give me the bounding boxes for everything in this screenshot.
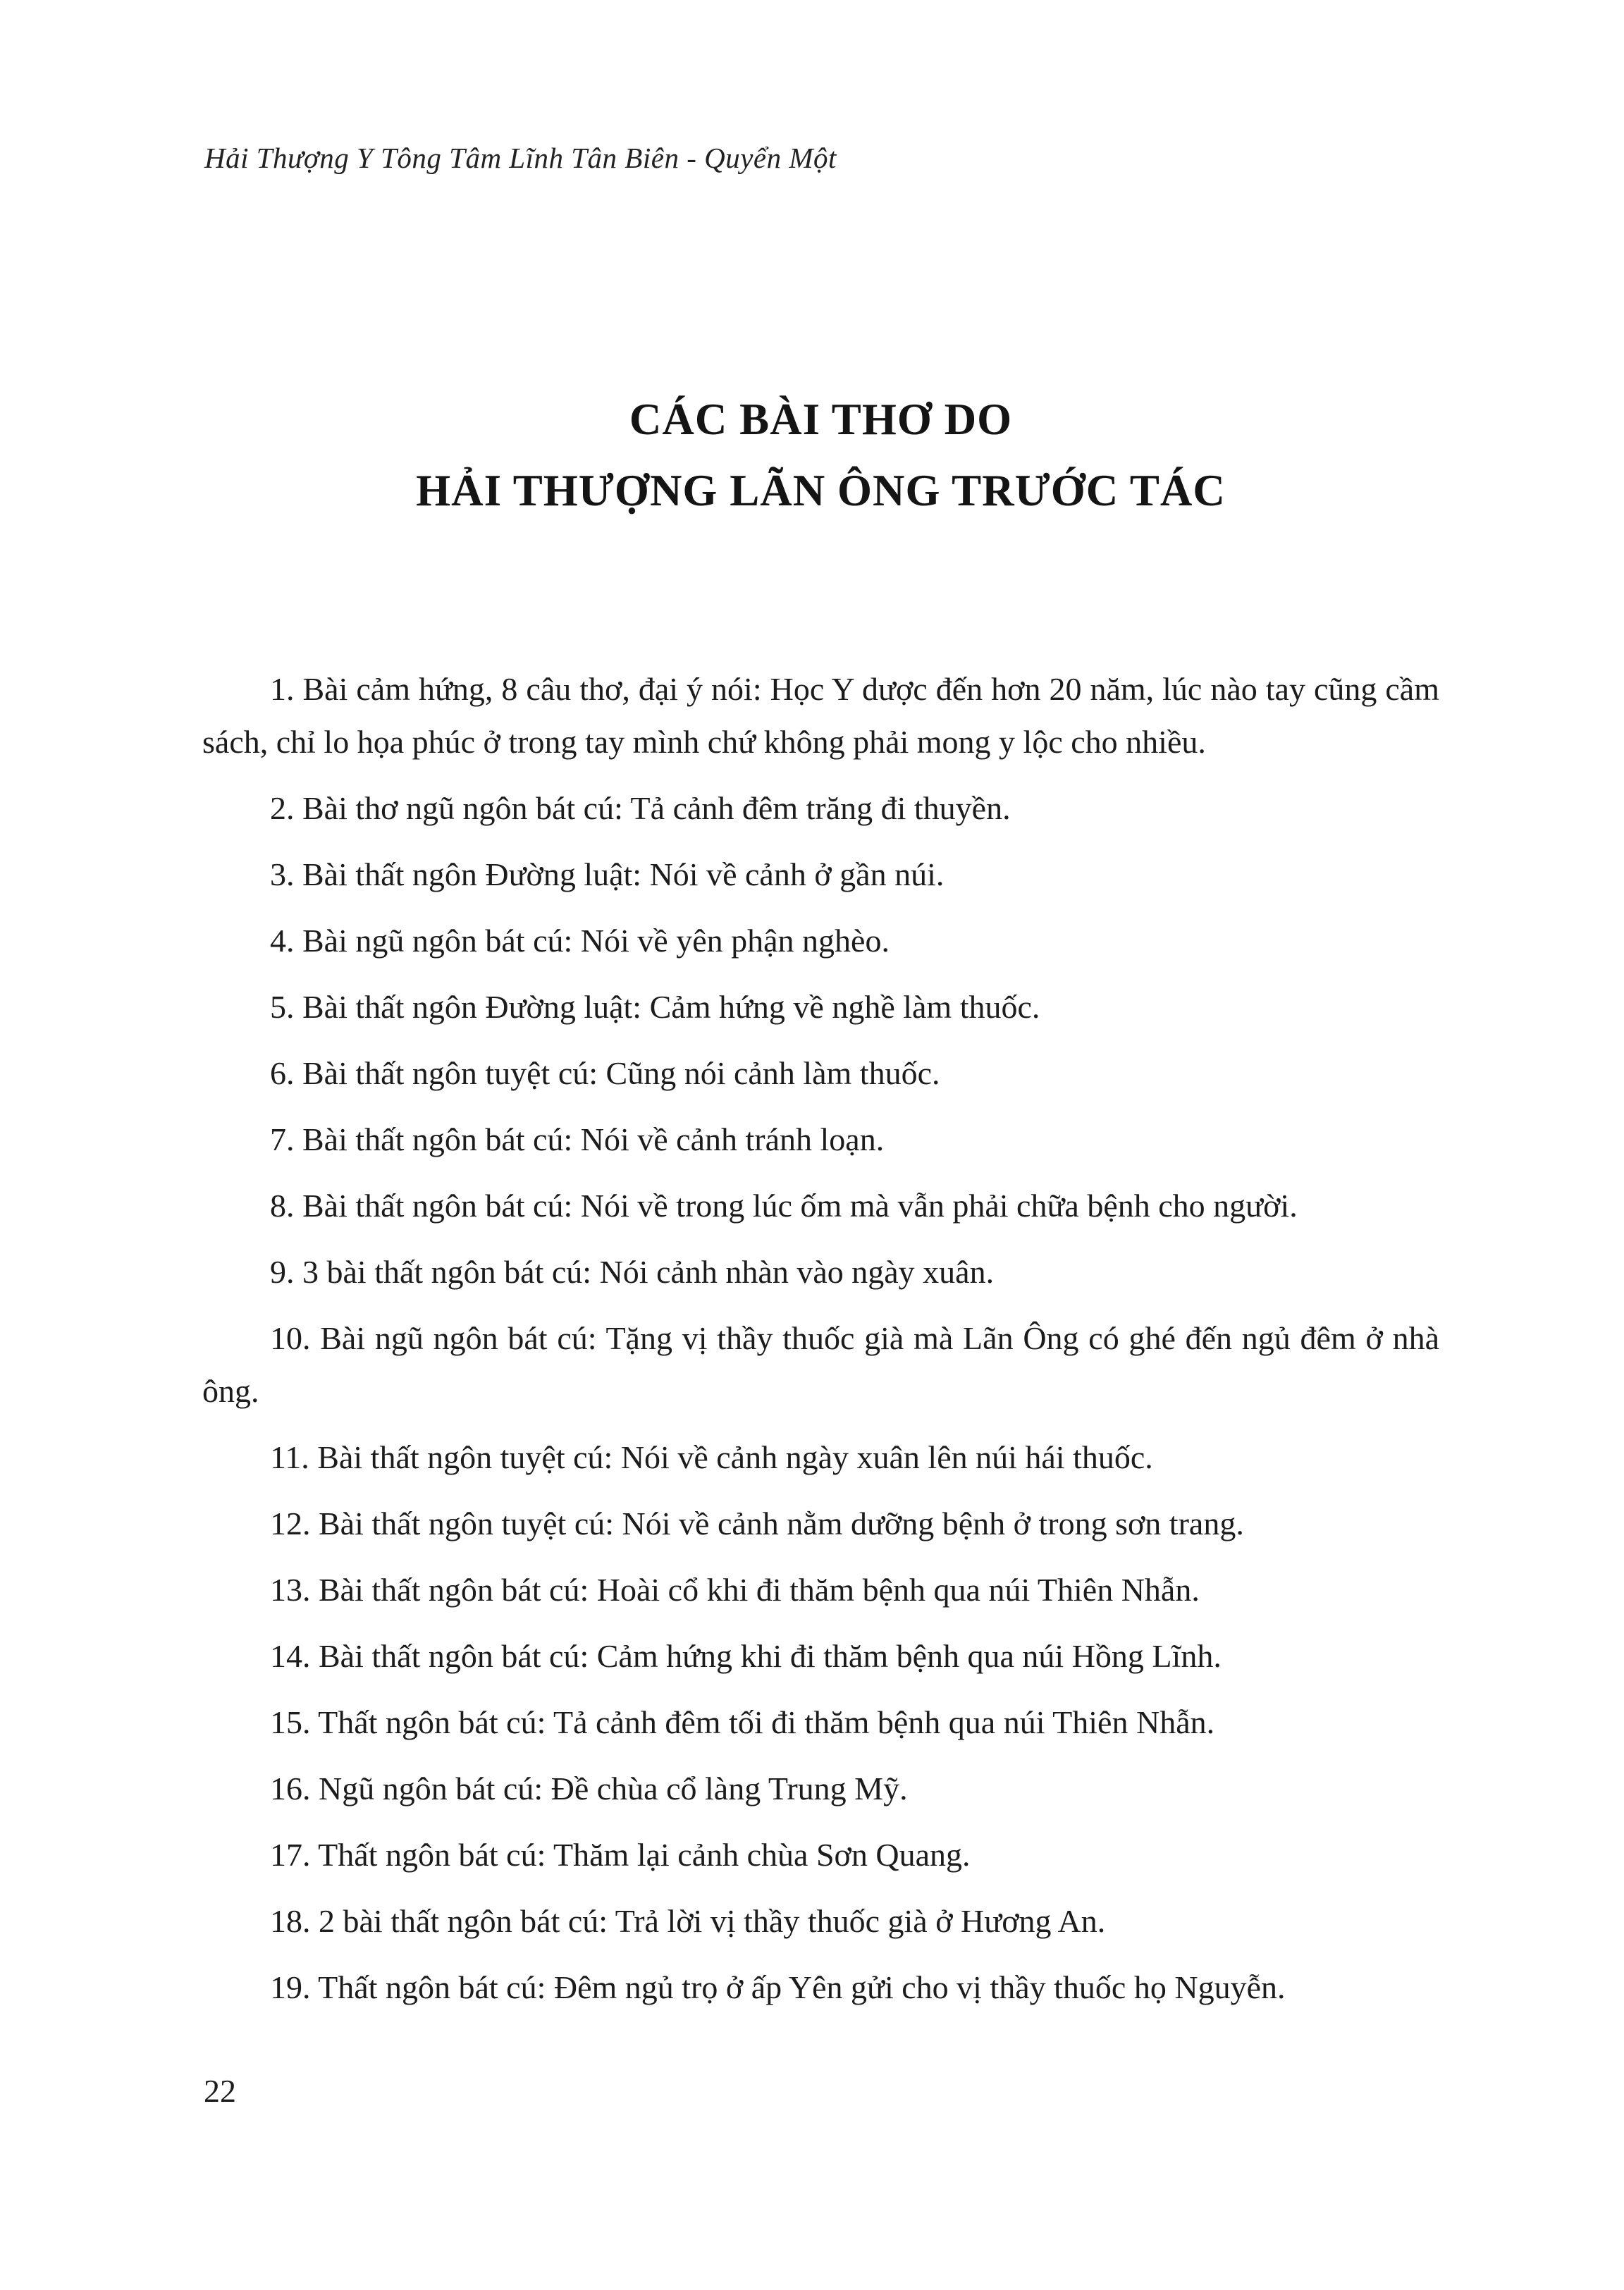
chapter-title-line-1: CÁC BÀI THƠ DO (629, 395, 1013, 444)
list-item: 16. Ngũ ngôn bát cú: Đề chùa cổ làng Trung Mỹ. (270, 1771, 908, 1806)
chapter-title (202, 384, 1439, 527)
list-item: 8. Bài thất ngôn bát cú: Nói về trong lúc ốm mà vẫn phải chữa bệnh cho người. (270, 1188, 1298, 1224)
poem-list (202, 663, 1439, 2027)
list-item: 3. Bài thất ngôn Đường luật: Nói về cảnh ở gần núi. (270, 856, 945, 892)
chapter-title-line-2: HẢI THƯỢNG LÃN ÔNG TRƯỚC TÁC (416, 466, 1226, 515)
list-item: 2. Bài thơ ngũ ngôn bát cú: Tả cảnh đêm trăng đi thuyền. (270, 790, 1011, 826)
list-item: 5. Bài thất ngôn Đường luật: Cảm hứng về nghề làm thuốc. (270, 989, 1040, 1025)
list-item: 4. Bài ngũ ngôn bát cú: Nói về yên phận nghèo. (270, 923, 890, 959)
list-item: 15. Thất ngôn bát cú: Tả cảnh đêm tối đi thăm bệnh qua núi Thiên Nhẫn. (270, 1704, 1215, 1740)
list-item: 13. Bài thất ngôn bát cú: Hoài cổ khi đi thăm bệnh qua núi Thiên Nhẫn. (270, 1572, 1200, 1608)
list-item: 14. Bài thất ngôn bát cú: Cảm hứng khi đi thăm bệnh qua núi Hồng Lĩnh. (270, 1638, 1222, 1674)
running-header: Hải Thượng Y Tông Tâm Lĩnh Tân Biên - Quyển Một (204, 142, 837, 174)
list-item: 18. 2 bài thất ngôn bát cú: Trả lời vị thầy thuốc già ở Hương An. (270, 1903, 1106, 1939)
list-item: 1. Bài cảm hứng, 8 câu thơ, đại ý nói: Học Y dược đến hơn 20 năm, lúc nào tay cũng cầm sách, chỉ lo họa phúc ở trong tay mình chứ không phải mong y lộc cho nhiều. (202, 671, 1439, 760)
list-item: 7. Bài thất ngôn bát cú: Nói về cảnh tránh loạn. (270, 1121, 885, 1157)
page-number: 22 (204, 2073, 236, 2109)
list-item: 12. Bài thất ngôn tuyệt cú: Nói về cảnh nằm dưỡng bệnh ở trong sơn trang. (270, 1506, 1244, 1541)
list-item: 17. Thất ngôn bát cú: Thăm lại cảnh chùa Sơn Quang. (270, 1837, 971, 1873)
list-item: 10. Bài ngũ ngôn bát cú: Tặng vị thầy thuốc già mà Lãn Ông có ghé đến ngủ đêm ở nhà ông. (202, 1320, 1439, 1409)
list-item: 9. 3 bài thất ngôn bát cú: Nói cảnh nhàn vào ngày xuân. (270, 1254, 995, 1290)
list-item: 11. Bài thất ngôn tuyệt cú: Nói về cảnh ngày xuân lên núi hái thuốc. (270, 1439, 1153, 1475)
list-item: 19. Thất ngôn bát cú: Đêm ngủ trọ ở ấp Yên gửi cho vị thầy thuốc họ Nguyễn. (270, 1969, 1286, 2005)
list-item: 6. Bài thất ngôn tuyệt cú: Cũng nói cảnh làm thuốc. (270, 1055, 940, 1091)
